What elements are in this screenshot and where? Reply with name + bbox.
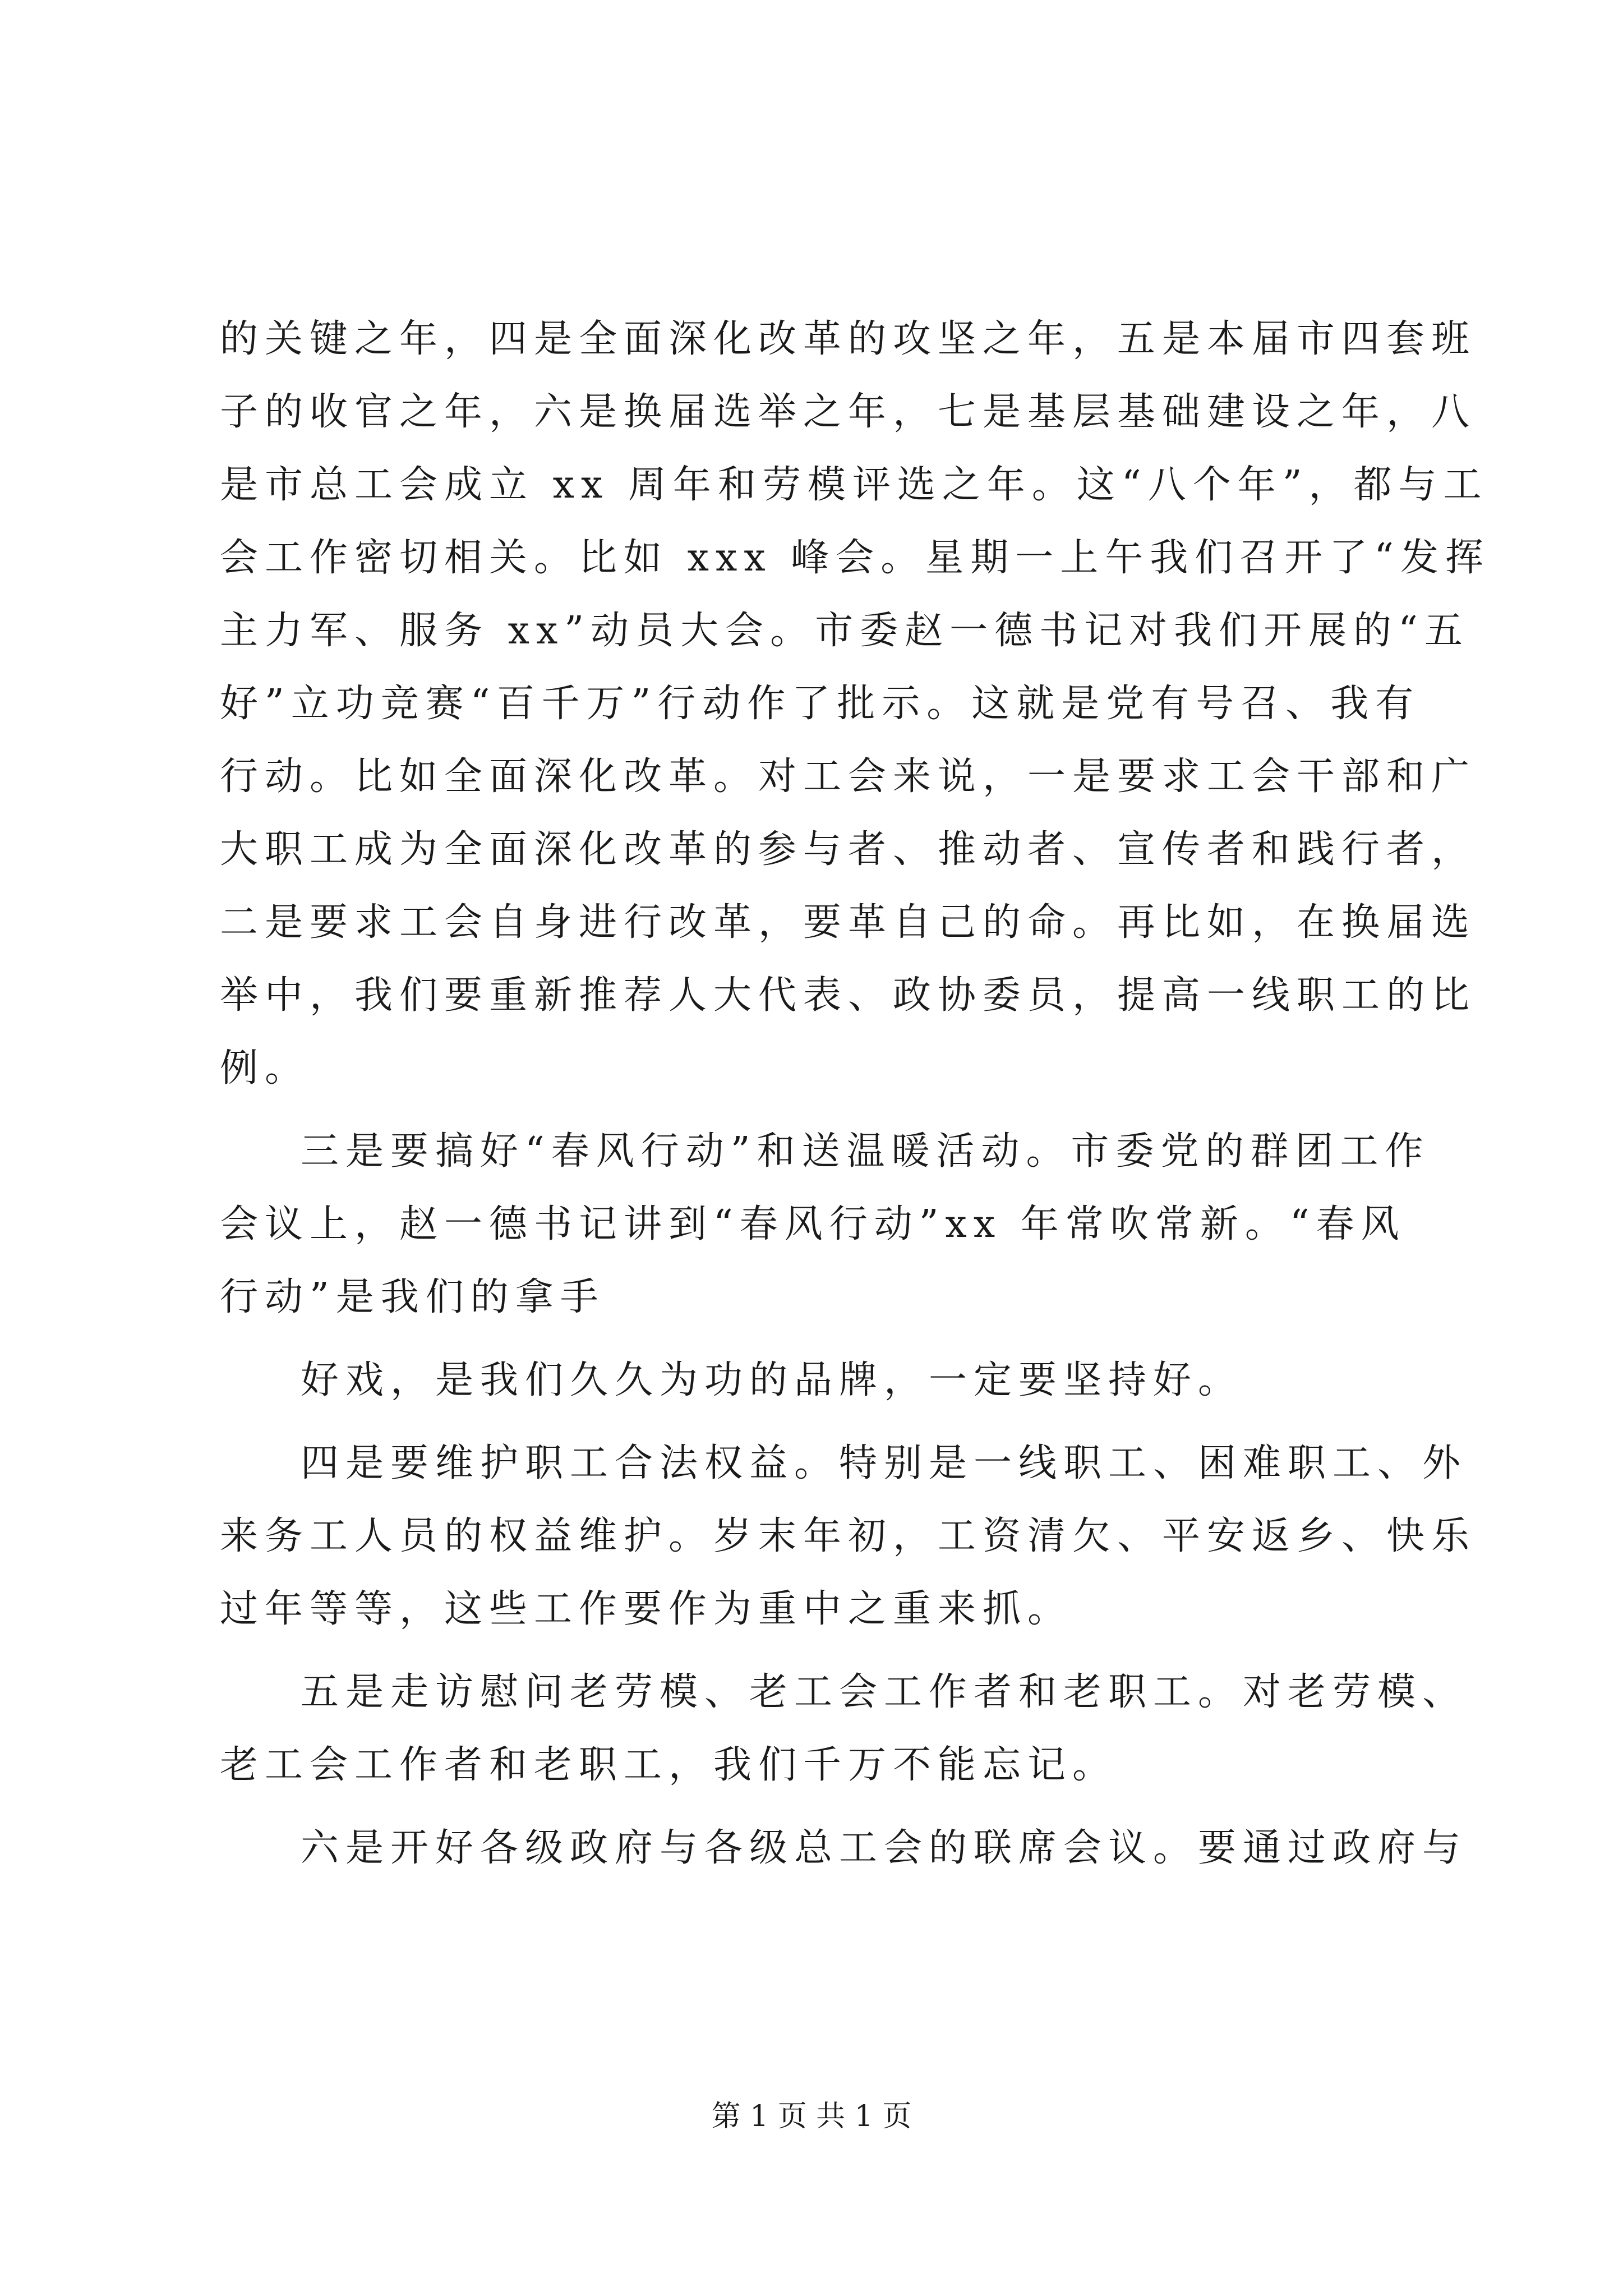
text-line: 是市总工会成立 xx 周年和劳模评选之年。这“八个年”，都与工 (220, 463, 1488, 507)
text-line: 来务工人员的权益维护。岁末年初，工资清欠、平安返乡、快乐 (220, 1514, 1477, 1558)
text-line: 子的收官之年，六是换届选举之年，七是基层基础建设之年，八 (220, 390, 1477, 434)
paragraph-1 (220, 303, 1491, 1105)
text-line: 六是开好各级政府与各级总工会的联席会议。要通过政府与 (301, 1826, 1468, 1870)
text-line: 的关键之年，四是全面深化改革的攻坚之年，五是本届市四套班 (220, 317, 1477, 361)
paragraph-4 (220, 1427, 1477, 1646)
paragraph-3 (220, 1344, 1426, 1417)
text-line: 例。 (220, 1046, 310, 1091)
text-line: 五是走访慰问老劳模、老工会工作者和老职工。对老劳模、 (301, 1670, 1468, 1714)
paragraph-5 (220, 1656, 1468, 1802)
document-body (220, 303, 1491, 1885)
text-line: 四是要维护职工合法权益。特别是一线职工、困难职工、外 (301, 1441, 1468, 1485)
text-line: 举中，我们要重新推荐人大代表、政协委员，提高一线职工的比 (220, 973, 1477, 1018)
text-line: 会议上，赵一德书记讲到“春风行动”xx 年常吹常新。“春风 (220, 1202, 1406, 1246)
text-line: 三是要搞好“春风行动”和送温暖活动。市委党的群团工作 (301, 1129, 1430, 1174)
text-line: 大职工成为全面深化改革的参与者、推动者、宣传者和践行者， (220, 827, 1477, 872)
paragraph-2 (220, 1115, 1430, 1334)
page-footer: 第 1 页 共 1 页 (711, 2100, 912, 2133)
paragraph-6 (220, 1812, 1468, 1885)
text-line: 主力军、服务 xx”动员大会。市委赵一德书记对我们开展的“五 (220, 609, 1469, 653)
text-line: 二是要求工会自身进行改革，要革自己的命。再比如，在换届选 (220, 900, 1477, 945)
text-line: 会工作密切相关。比如 xxx 峰会。星期一上午我们召开了“发挥 (220, 536, 1491, 580)
text-line: 好”立功竞赛“百千万”行动作了批示。这就是党有号召、我有 (220, 682, 1421, 726)
text-line: 好戏，是我们久久为功的品牌，一定要坚持好。 (301, 1358, 1243, 1402)
text-line: 过年等等，这些工作要作为重中之重来抓。 (220, 1587, 1073, 1631)
text-line: 行动”是我们的拿手 (220, 1275, 605, 1319)
text-line: 行动。比如全面深化改革。对工会来说，一是要求工会干部和广 (220, 754, 1477, 799)
text-line: 老工会工作者和老职工，我们千万不能忘记。 (220, 1743, 1118, 1787)
